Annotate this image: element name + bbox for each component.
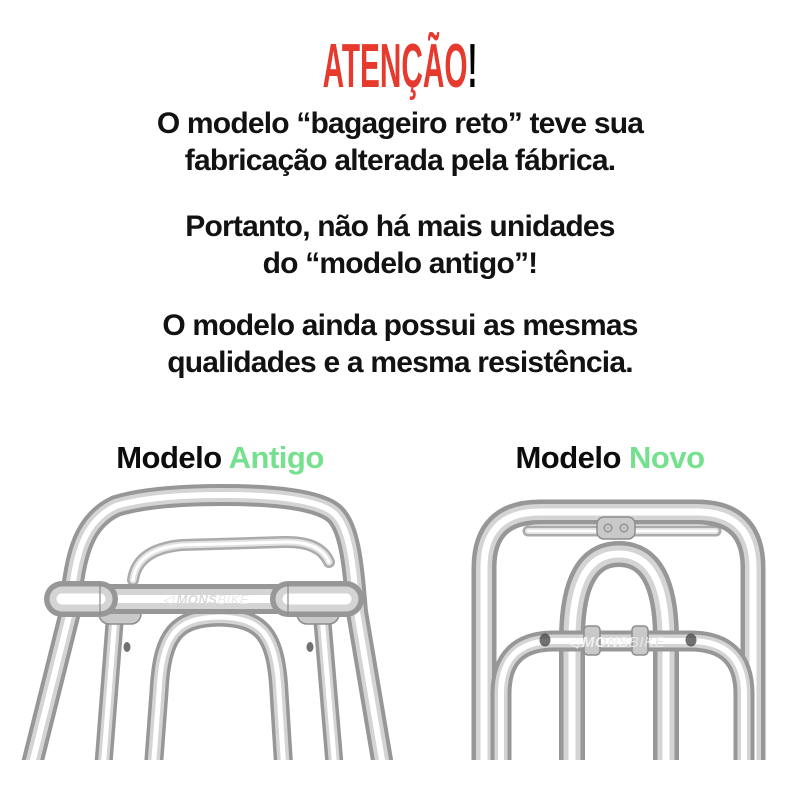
page-title xyxy=(208,32,592,101)
brand-triangle-icon: ◁ xyxy=(566,634,579,651)
old-rack-inner-left-leg-tube xyxy=(103,604,116,760)
old-rack-left-mount-hole xyxy=(124,642,131,652)
label-antigo-highlight: Antigo xyxy=(228,440,324,475)
old-rack-illustration xyxy=(0,480,420,760)
label-novo-highlight: Novo xyxy=(629,440,705,475)
brand-mons-text: MONS xyxy=(176,592,218,607)
brand-bike-text: BIKE xyxy=(217,592,250,607)
para3-line2: qualidades e a mesma resistência. xyxy=(167,346,633,379)
old-rack-inner-right-leg-tube xyxy=(321,604,335,760)
paragraph-no-more-units xyxy=(0,208,800,282)
brand-bike-text: BIKE xyxy=(628,634,666,651)
old-rack-center-u-tube xyxy=(153,617,284,760)
paragraph-same-quality xyxy=(0,307,800,381)
para3-line1: O modelo ainda possui as mesmas xyxy=(162,309,638,342)
new-rack-clamp-screw-right xyxy=(620,524,628,532)
para1-line1: O modelo “bagageiro reto” teve sua xyxy=(156,107,644,140)
para2-line2: do “modelo antigo”! xyxy=(262,247,538,280)
title-exclamation: ! xyxy=(467,32,478,101)
paragraph-fabrication-change xyxy=(0,105,800,179)
new-rack-brand-logo xyxy=(567,634,666,651)
new-rack-left-mount-hole xyxy=(540,634,551,647)
label-modelo-novo xyxy=(420,440,800,476)
new-rack-clamp-screw-left xyxy=(604,524,612,532)
para2-line1: Portanto, não há mais unidades xyxy=(185,210,615,243)
old-rack-right-mount-hole xyxy=(307,642,314,652)
new-rack-top-clamp xyxy=(597,517,635,539)
new-rack-center-u-tube xyxy=(572,554,666,760)
photo-modelo-antigo xyxy=(0,480,420,760)
label-antigo-prefix: Modelo xyxy=(116,440,229,475)
new-rack-side-arches-crossbar-tube xyxy=(501,641,744,760)
brand-mons-text: MONS xyxy=(581,634,629,651)
new-rack-illustration xyxy=(440,480,780,760)
photo-modelo-novo xyxy=(440,480,780,760)
brand-triangle-icon: ◁ xyxy=(162,592,174,607)
label-modelo-antigo xyxy=(0,440,440,476)
new-rack-right-mount-hole xyxy=(686,634,697,647)
title-attention-text: ATENÇÃO xyxy=(322,32,468,101)
old-rack-rear-rail-tube xyxy=(133,542,329,580)
old-rack-brand-logo xyxy=(163,592,249,607)
label-novo-prefix: Modelo xyxy=(515,440,630,475)
para1-line2: fabricação alterada pela fábrica. xyxy=(184,144,616,177)
